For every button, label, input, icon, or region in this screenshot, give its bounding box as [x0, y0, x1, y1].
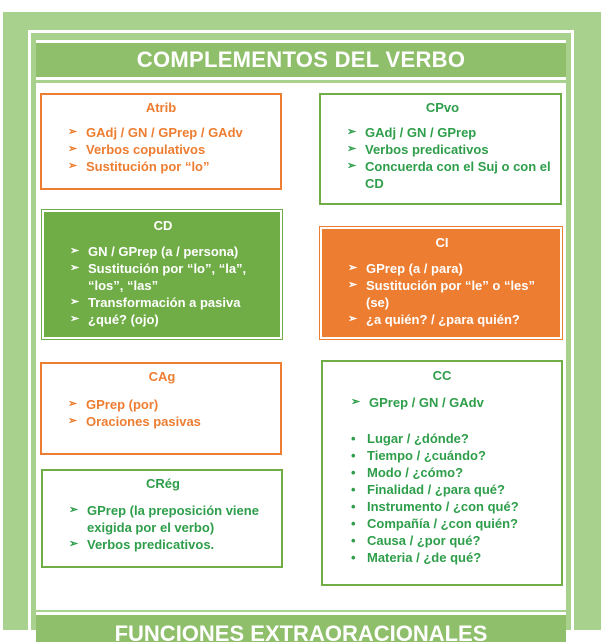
cc-title: CC: [432, 368, 452, 383]
cag-box: [40, 362, 282, 455]
cag-item: ➢ Oraciones pasivas: [68, 413, 272, 430]
cc-subitem: • Instrumento / ¿con qué?: [349, 498, 553, 515]
creg-box: [41, 469, 283, 568]
cpvo-item: ➢ Concuerda con el Suj o con el CD: [347, 158, 554, 192]
cd-title: CD: [153, 218, 173, 233]
cc-subitem: • Finalidad / ¿para qué?: [349, 481, 553, 498]
ci-item: ➢ GPrep (a / para): [348, 260, 552, 277]
cd-item: ➢ ¿qué? (ojo): [70, 311, 272, 328]
atrib-item: ➢ GAdj / GN / GPrep / GAdv: [68, 124, 270, 141]
cc-subitem: • Tiempo / ¿cuándo?: [349, 447, 553, 464]
cc-subitem: • Causa / ¿por qué?: [349, 532, 553, 549]
cc-item: ➢ GPrep / GN / GAdv: [351, 394, 553, 411]
cc-subitem: • Lugar / ¿dónde?: [349, 430, 553, 447]
atrib-title: Atrib: [145, 100, 177, 115]
creg-item: ➢ Verbos predicativos.: [69, 536, 273, 553]
cpvo-item: ➢ GAdj / GN / GPrep: [347, 124, 554, 141]
creg-title: CRég: [146, 476, 180, 491]
next-section-title: FUNCIONES EXTRAORACIONALES: [114, 621, 488, 642]
cc-subitem: • Modo / ¿cómo?: [349, 464, 553, 481]
page-title: COMPLEMENTOS DEL VERBO: [136, 47, 466, 72]
cd-item: ➢ GN / GPrep (a / persona): [70, 243, 272, 260]
atrib-box: [40, 93, 282, 190]
atrib-item: ➢ Sustitución por “lo”: [68, 158, 270, 175]
ci-item: ➢ ¿a quién? / ¿para quién?: [348, 311, 552, 328]
cc-box: [321, 360, 563, 586]
cag-item: ➢ GPrep (por): [68, 396, 272, 413]
cpvo-title: CPvo: [425, 100, 460, 115]
ci-item: ➢ Sustitución por “le” o “les” (se): [348, 277, 552, 311]
title-bar: [36, 40, 566, 80]
cd-box: [42, 210, 282, 339]
cd-item: ➢ Transformación a pasiva: [70, 294, 272, 311]
ci-title: CI: [435, 235, 449, 250]
atrib-item: ➢ Verbos copulativos: [68, 141, 270, 158]
cd-item: ➢ Sustitución por “lo”, “la”, “los”, “las”: [70, 260, 272, 294]
cc-subitem: • Materia / ¿de qué?: [349, 549, 553, 566]
cpvo-item: ➢ Verbos predicativos: [347, 141, 554, 158]
creg-item: ➢ GPrep (la preposición viene exigida por el verbo): [69, 502, 273, 536]
cag-title: CAg: [148, 369, 176, 384]
cpvo-box: [319, 93, 562, 205]
cc-subitem: • Compañía / ¿con quién?: [349, 515, 553, 532]
ci-box: [320, 227, 562, 339]
next-section-bar: [36, 612, 566, 642]
